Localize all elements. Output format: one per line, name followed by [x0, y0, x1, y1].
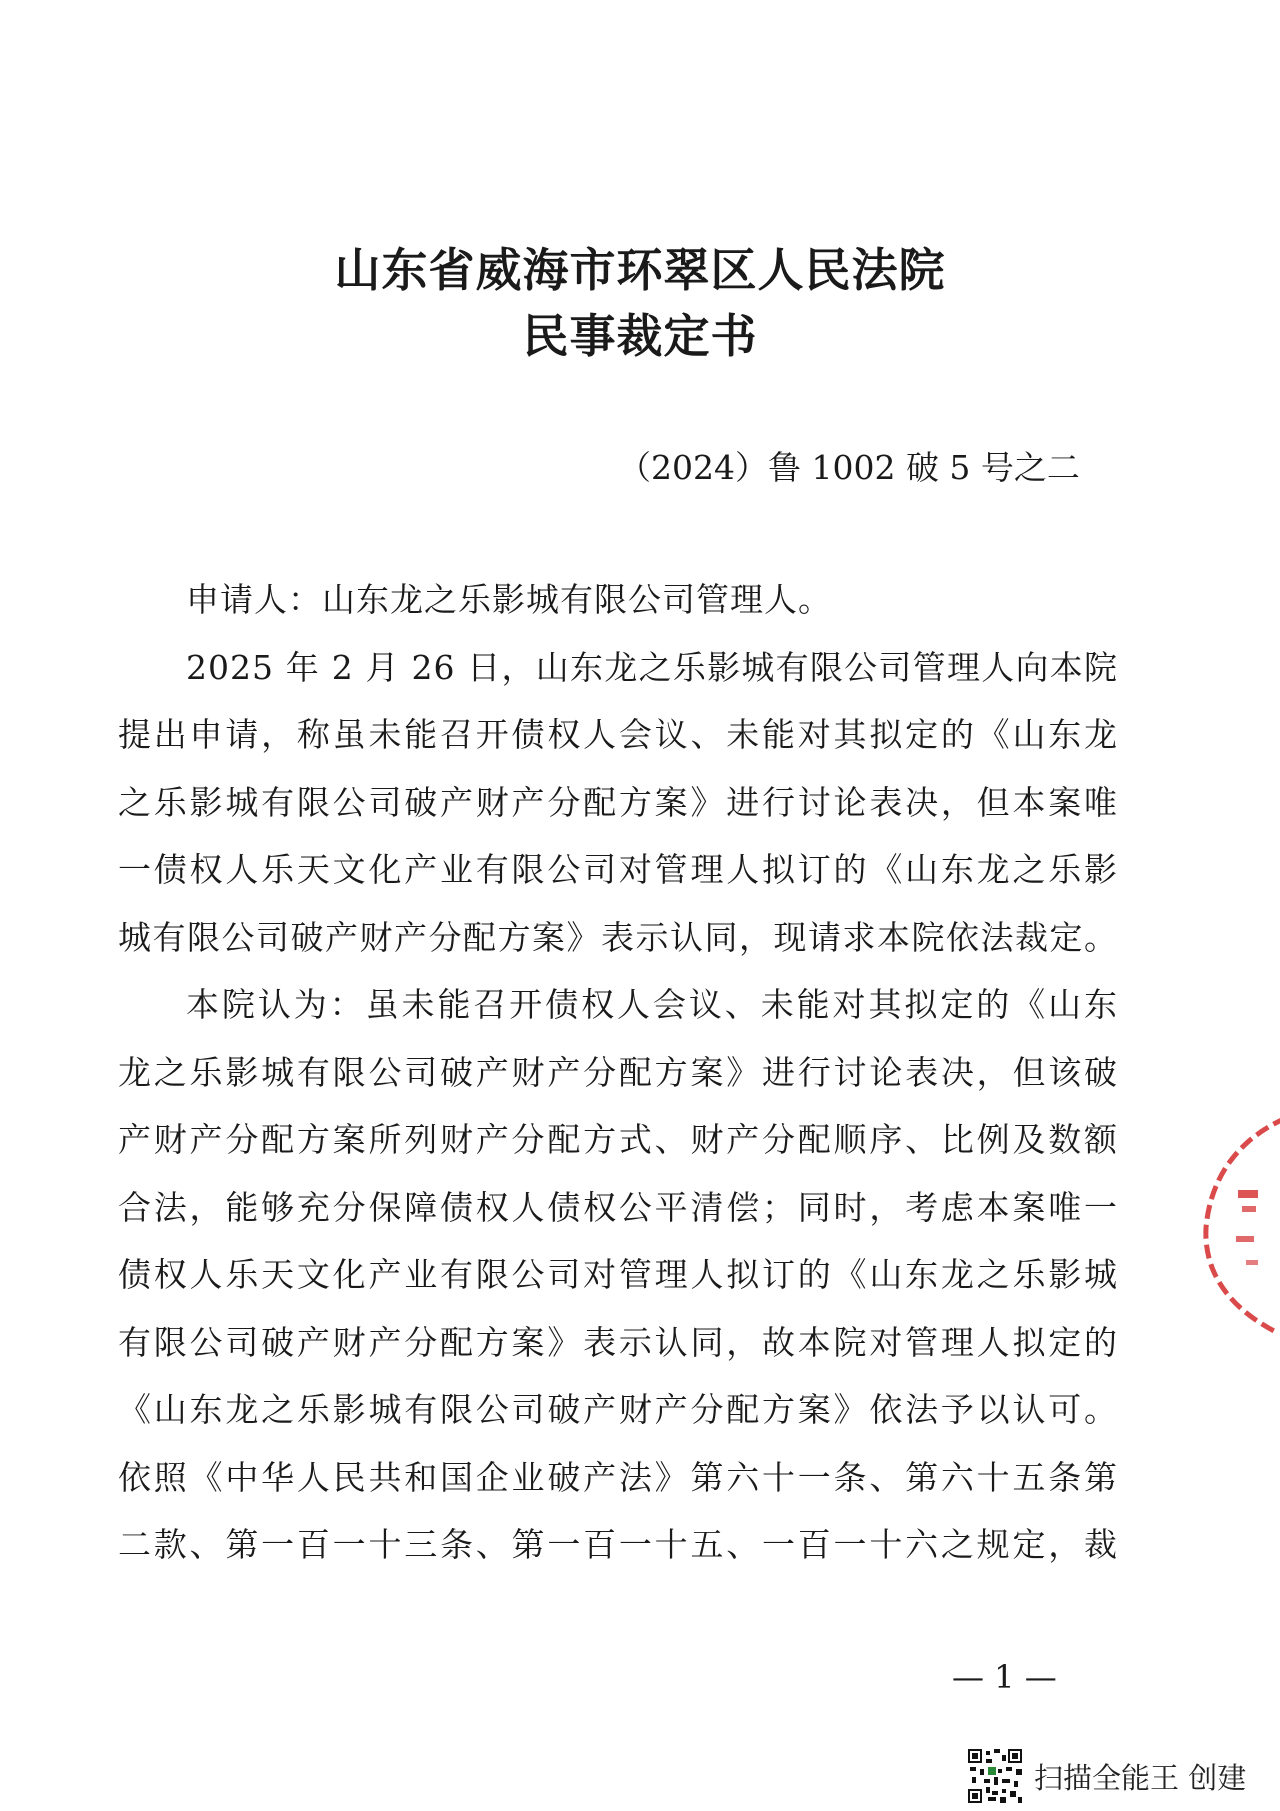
body-line: 依照《中华人民共和国企业破产法》第六十一条、第六十五条第 — [118, 1457, 1118, 1497]
body-line: 债权人乐天文化产业有限公司对管理人拟订的《山东龙之乐影城 — [118, 1255, 1118, 1294]
body-line: 城有限公司破产财产分配方案》表示认同，现请求本院依法裁定。 — [118, 917, 1118, 957]
body-line: 合法，能够充分保障债权人债权公平清偿；同时，考虑本案唯一 — [118, 1187, 1118, 1227]
body-line: 产财产分配方案所列财产分配方式、财产分配顺序、比例及数额 — [118, 1120, 1118, 1159]
body-line: 申请人：山东龙之乐影城有限公司管理人。 — [186, 580, 832, 619]
case-number: （2024）鲁 1002 破 5 号之二 — [618, 448, 1080, 487]
scanner-watermark — [966, 1745, 1246, 1807]
body-line: 本院认为：虽未能召开债权人会议、未能对其拟定的《山东 — [186, 985, 1118, 1024]
scanner-brand-text: 扫描全能王 创建 — [1034, 1760, 1247, 1795]
qr-code-icon — [966, 1747, 1024, 1805]
court-seal-fragment — [1196, 1110, 1280, 1340]
document-type-title: 民事裁定书 — [522, 309, 758, 363]
body-line: 提出申请，称虽未能召开债权人会议、未能对其拟定的《山东龙 — [118, 715, 1118, 754]
body-paragraphs — [118, 566, 1118, 1579]
body-line: 一债权人乐天文化产业有限公司对管理人拟订的《山东龙之乐影 — [118, 850, 1118, 889]
court-title: 山东省威海市环翠区人民法院 — [334, 243, 946, 297]
body-line: 《山东龙之乐影城有限公司破产财产分配方案》依法予以认可。 — [118, 1390, 1118, 1429]
body-line: 有限公司破产财产分配方案》表示认同，故本院对管理人拟定的 — [118, 1322, 1118, 1362]
body-line: 龙之乐影城有限公司破产财产分配方案》进行讨论表决，但该破 — [118, 1052, 1118, 1092]
body-line: 2025 年 2 月 26 日，山东龙之乐影城有限公司管理人向本院 — [186, 647, 1118, 687]
page-number: — 1 — — [952, 1658, 1057, 1696]
body-line: 二款、第一百一十三条、第一百一十五、一百一十六之规定，裁 — [118, 1525, 1118, 1564]
body-line: 之乐影城有限公司破产财产分配方案》进行讨论表决，但本案唯 — [118, 782, 1118, 822]
